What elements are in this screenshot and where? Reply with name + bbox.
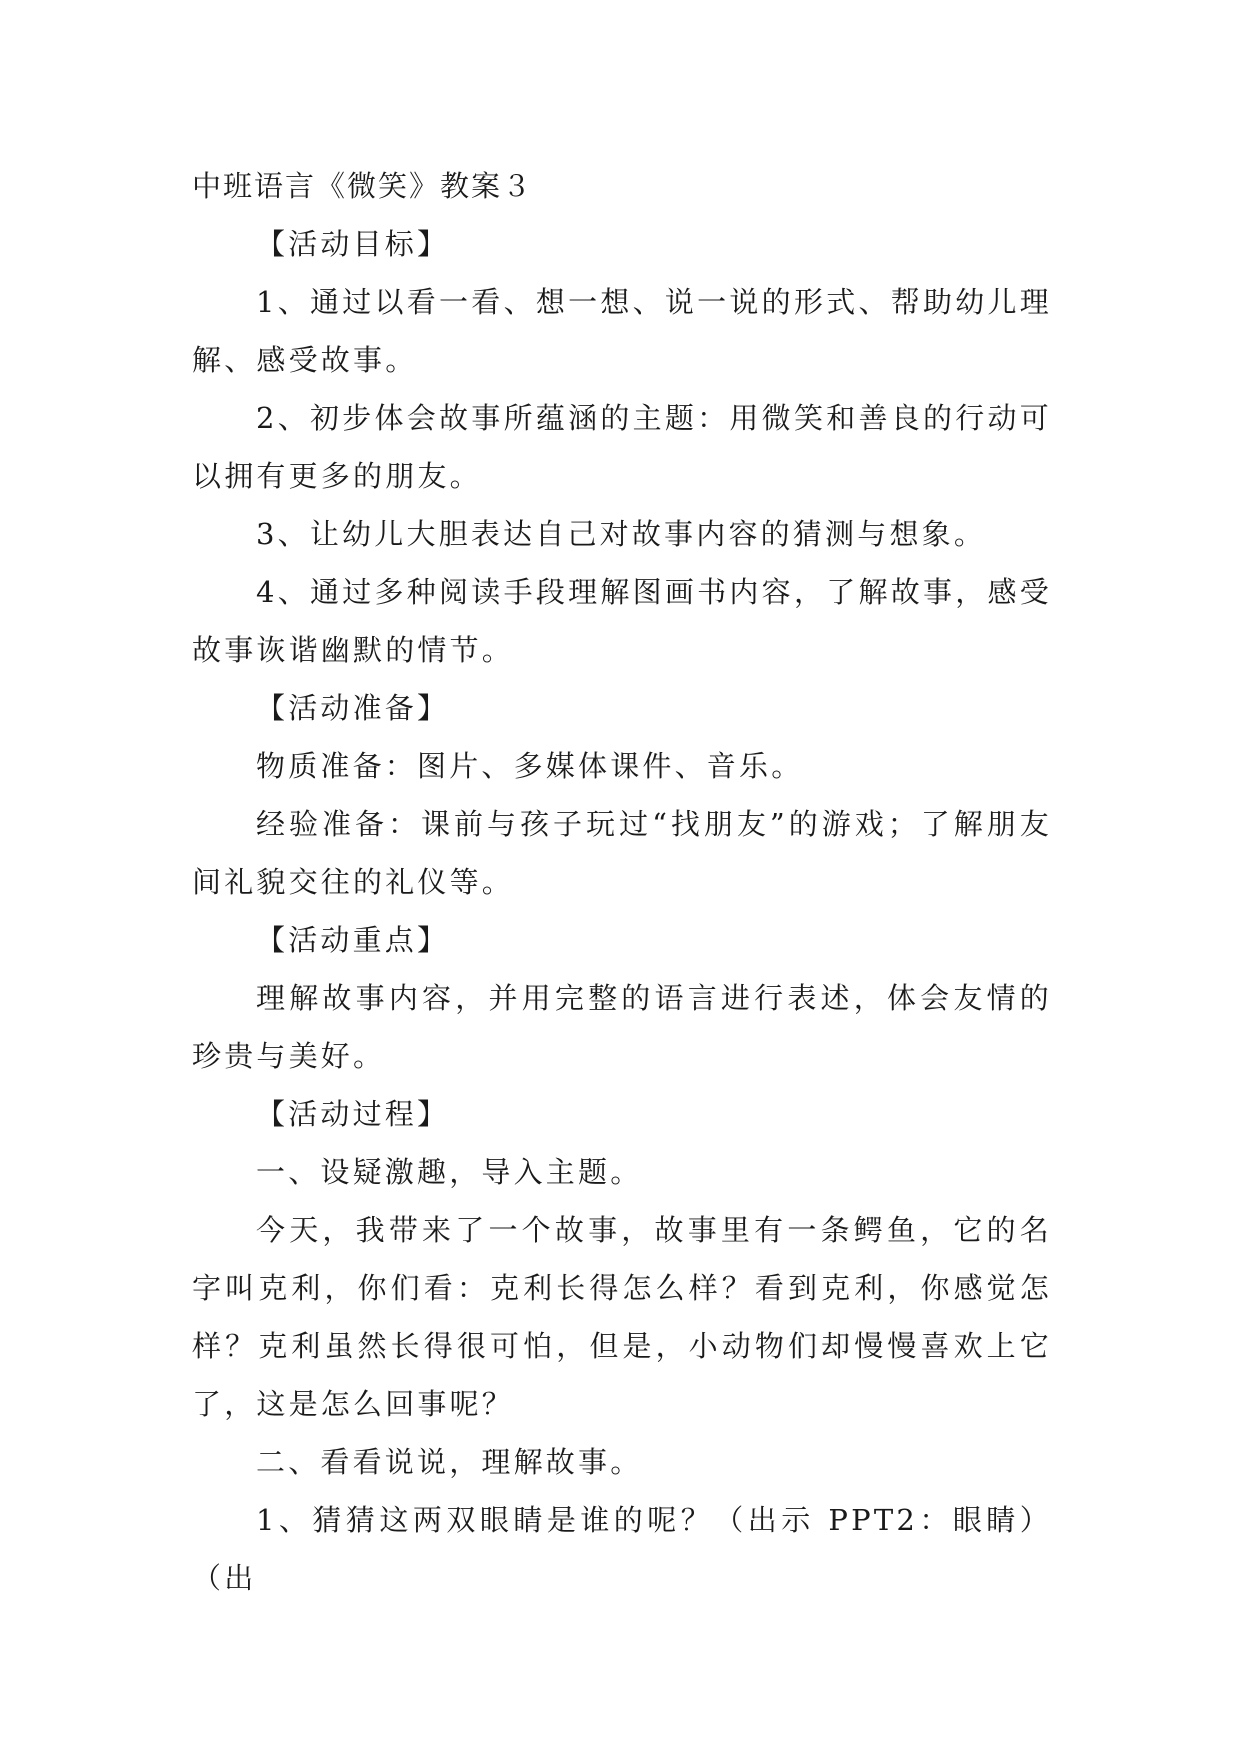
goal-item-4: 4、通过多种阅读手段理解图画书内容，了解故事，感受故事诙谐幽默的情节。	[192, 575, 1052, 667]
process-step-1-text: 今天，我带来了一个故事，故事里有一条鳄鱼，它的名字叫克利，你们看：克利长得怎么样？看到克利，你感觉怎样？克利虽然长得很可怕，但是，小动物们却慢慢喜欢上它了，这是怎么回事呢？	[192, 1213, 1052, 1421]
goal-item-1: 1、通过以看一看、想一想、说一说的形式、帮助幼儿理解、感受故事。	[192, 285, 1052, 377]
section-heading-preparation: 【活动准备】	[256, 691, 450, 725]
document-page	[192, 157, 1052, 1607]
preparation-experience: 经验准备：课前与孩子玩过“找朋友”的游戏；了解朋友间礼貌交往的礼仪等。	[192, 807, 1052, 899]
section-heading-focus: 【活动重点】	[256, 923, 450, 957]
focus-text: 理解故事内容，并用完整的语言进行表述，体会友情的珍贵与美好。	[192, 981, 1052, 1073]
section-heading-goals: 【活动目标】	[256, 227, 450, 261]
document-title: 中班语言《微笑》教案３	[192, 169, 534, 203]
process-step-2-question-1: 1、猜猜这两双眼睛是谁的呢？（出示 PPT2：眼睛）（出	[192, 1503, 1052, 1595]
goal-item-2: 2、初步体会故事所蕴涵的主题：用微笑和善良的行动可以拥有更多的朋友。	[192, 401, 1052, 493]
section-heading-process: 【活动过程】	[256, 1097, 450, 1131]
process-step-1-title: 一、设疑激趣，导入主题。	[256, 1155, 643, 1189]
process-step-2-title: 二、看看说说，理解故事。	[256, 1445, 643, 1479]
preparation-material: 物质准备：图片、多媒体课件、音乐。	[256, 749, 804, 783]
goal-item-3: 3、让幼儿大胆表达自己对故事内容的猜测与想象。	[256, 517, 987, 551]
